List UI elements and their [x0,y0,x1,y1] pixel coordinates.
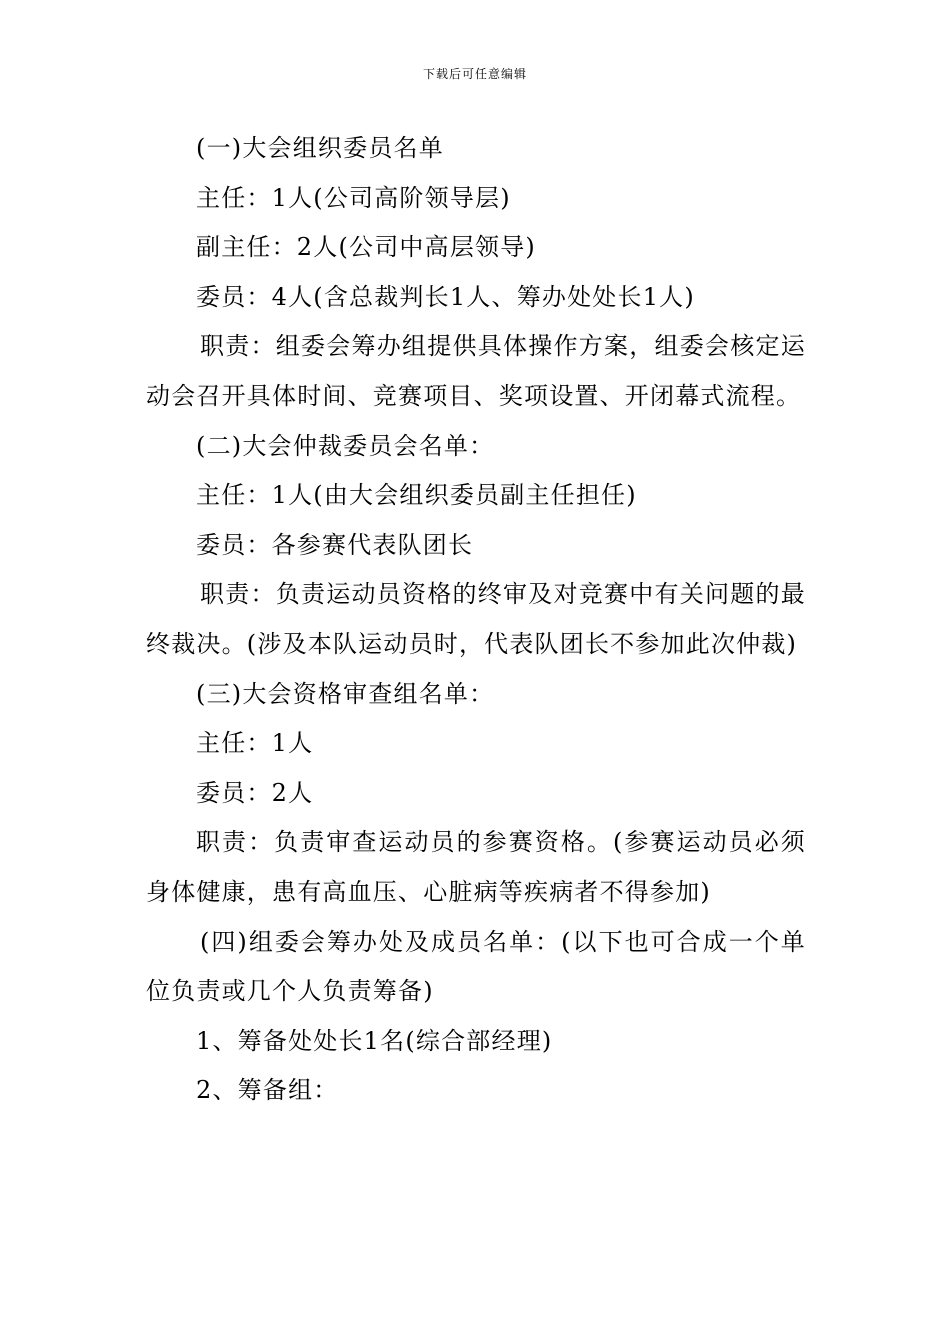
paragraph-org-committee-heading: (一)大会组织委员名单 [196,134,444,162]
paragraph-qualification-members: 委员：2人 [196,778,314,807]
paragraph-arbitration-heading: (二)大会仲裁委员会名单： [196,431,495,460]
paragraph-qualification-duties: 职责：负责审查运动员的参赛资格。(参赛运动员必须身体健康，患有高血压、心脏病等疾病者不得参加) [146,828,806,906]
paragraph-org-duties: 职责：组委会筹办组提供具体操作方案，组委会核定运动会召开具体时间、竞赛项目、奖项设置、开闭幕式流程。 [146,332,806,410]
paragraph-org-members: 委员：4人(含总裁判长1人、筹办处处长1人) [196,282,695,311]
paragraph-org-deputy-director: 副主任：2人(公司中高层领导) [196,233,536,262]
paragraph-arbitration-duties: 职责：负责运动员资格的终审及对竞赛中有关问题的最终裁决。(涉及本队运动员时，代表队团长不参加此次仲裁) [146,580,806,658]
page-header: 下载后可任意编辑 [422,67,527,81]
paragraph-qualification-heading: (三)大会资格审查组名单： [196,679,495,708]
paragraph-arbitration-director: 主任：1人(由大会组织委员副主任担任) [196,481,637,510]
paragraph-preparation-chief: 1、筹备处处长1名(综合部经理) [196,1026,553,1055]
paragraph-preparation-group: 2、筹备组： [196,1076,339,1105]
paragraph-org-director: 主任：1人(公司高阶领导层) [196,183,511,212]
paragraph-arbitration-members: 委员：各参赛代表队团长 [196,530,474,559]
paragraph-qualification-director: 主任：1人 [196,729,314,758]
document-body [146,124,806,1116]
paragraph-preparation-heading: (四)组委会筹办处及成员名单：(以下也可合成一个单位负责或几个人负责筹备) [146,927,806,1006]
